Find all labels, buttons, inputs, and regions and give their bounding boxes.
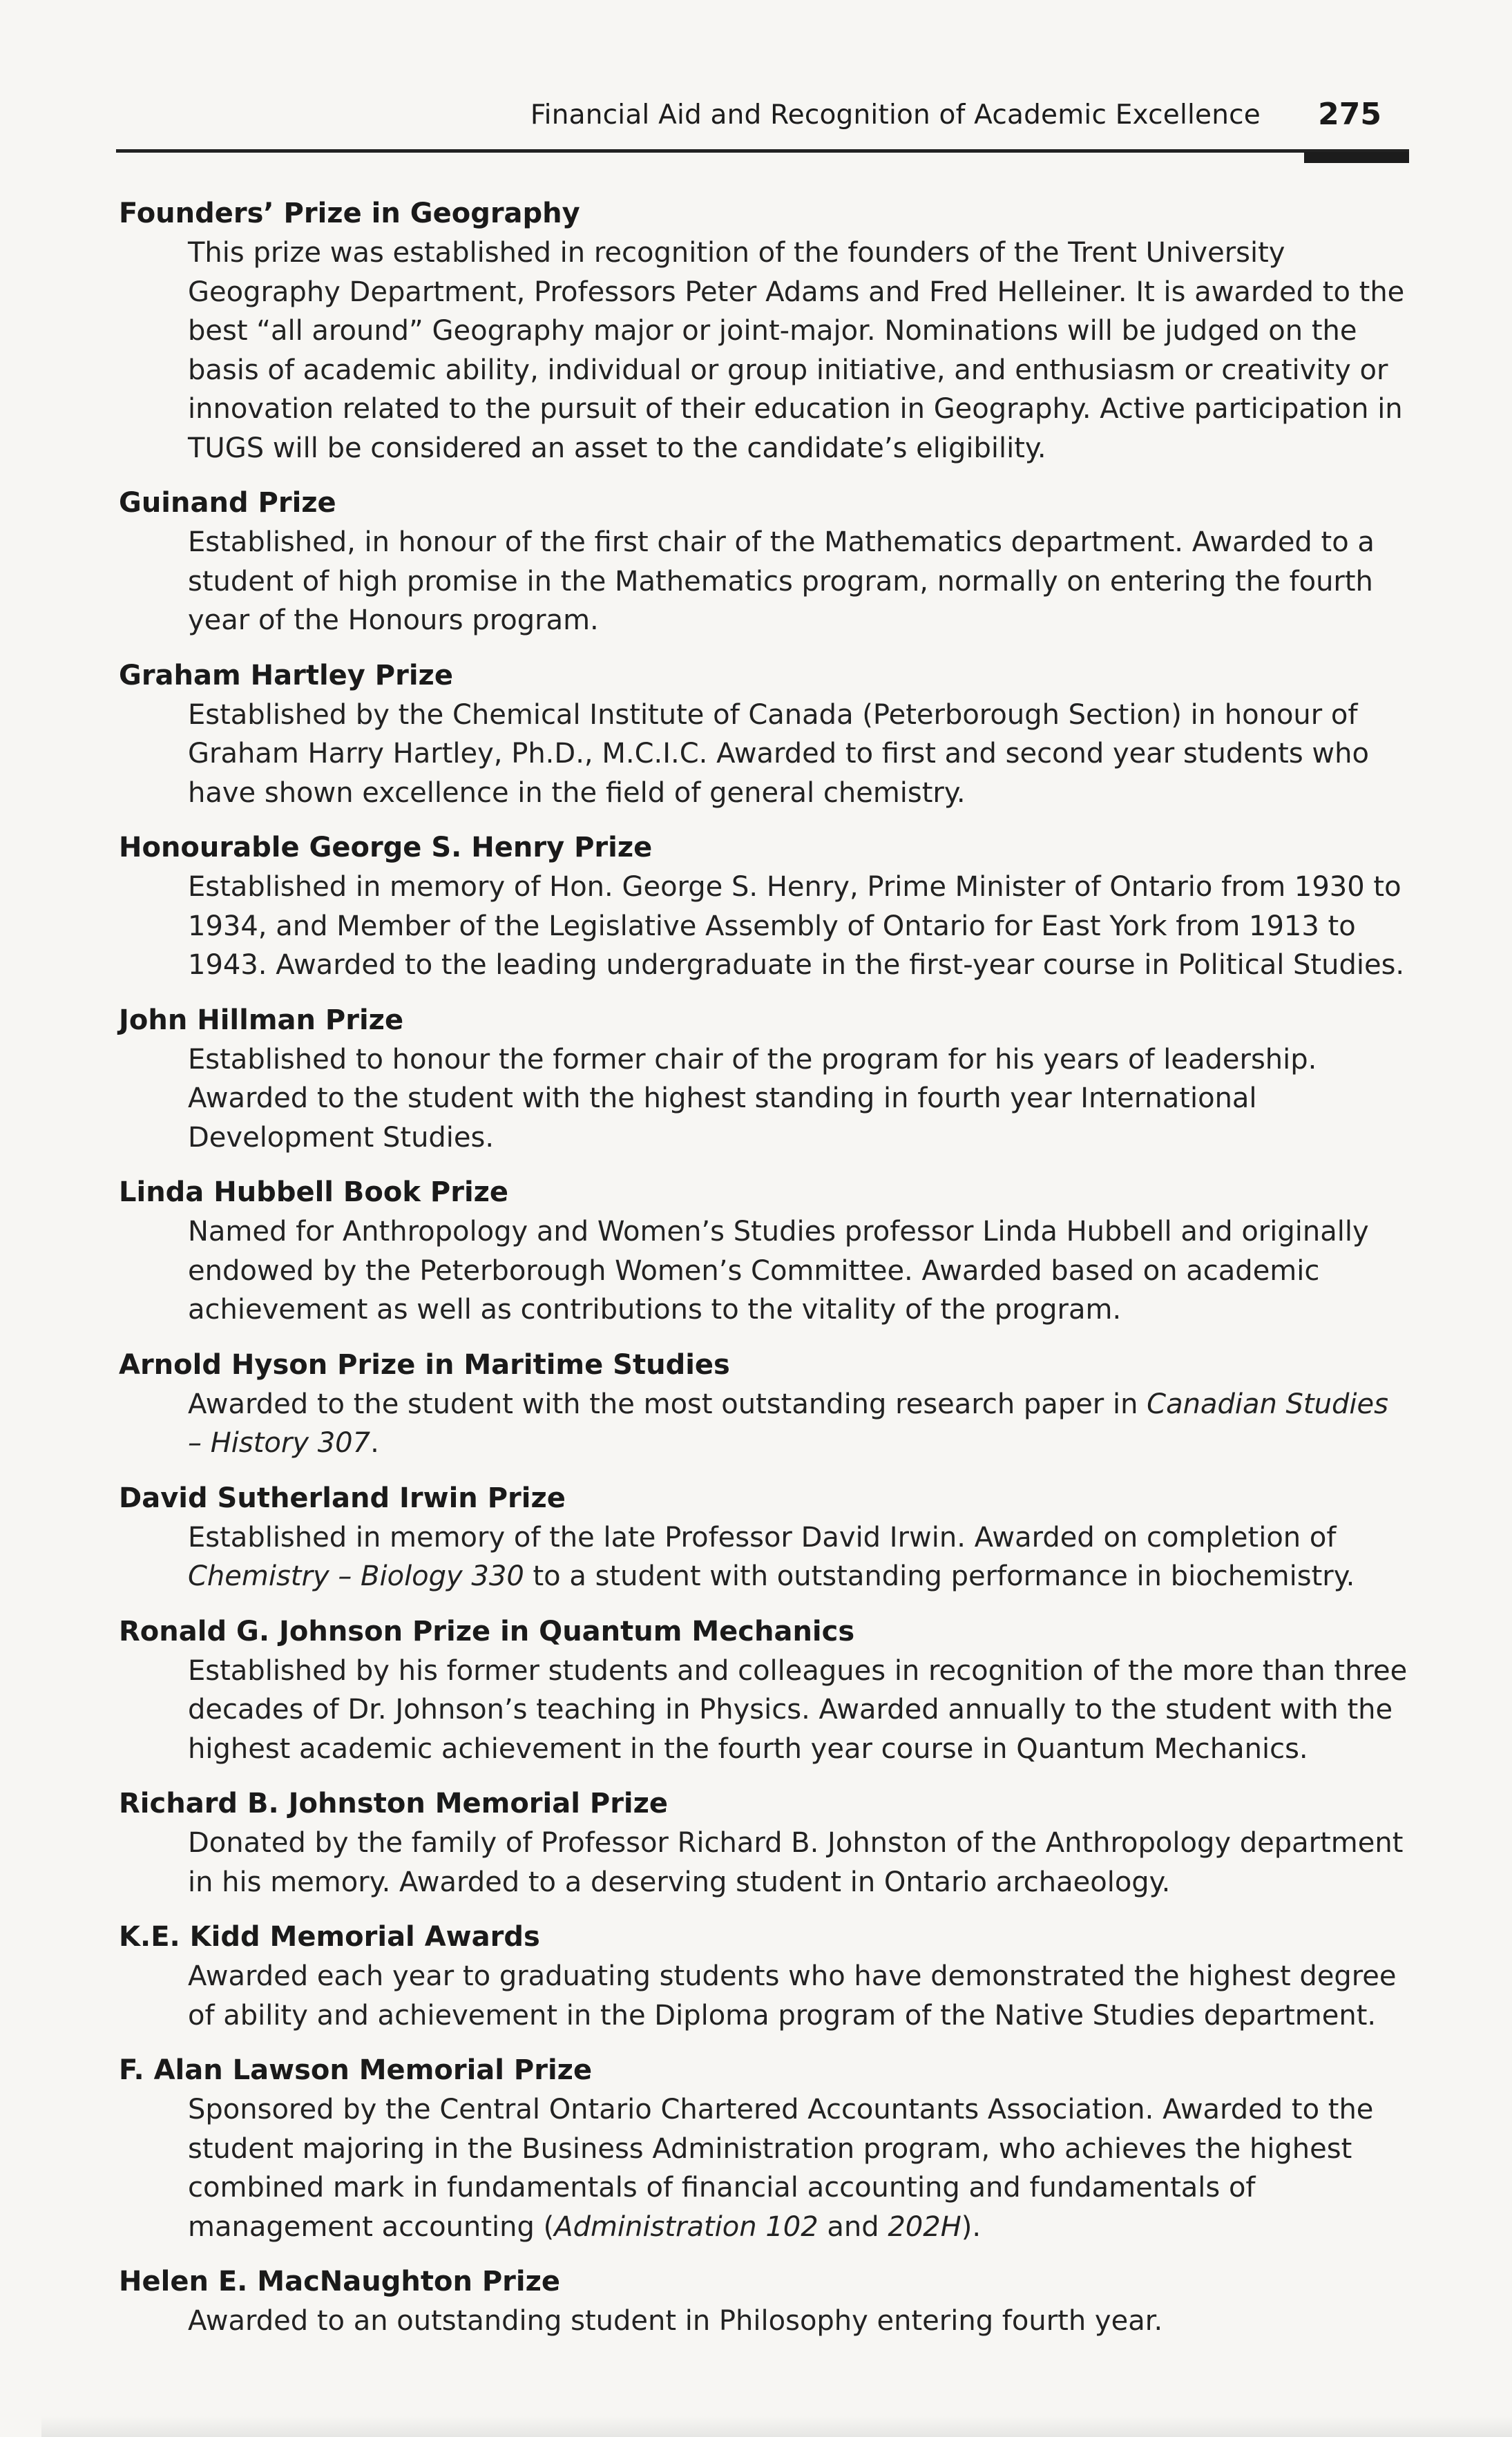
prize-entry [119,1784,1410,1902]
prize-title: Richard B. Johnston Memorial Prize [119,1788,669,1819]
prize-description-text: ). [961,2210,982,2243]
prize-description: Established, in honour of the first chair of the Mathematics department. Awarded to a student of high promise in the Mathematics program, normally on entering the fourth year of the Honours program. [188,526,1375,636]
course-name: Chemistry – Biology 330 [188,1560,524,1592]
prize-entry [119,1345,1410,1463]
prize-entry [119,656,1410,813]
header-rule [116,149,1409,153]
prize-list [119,193,1410,2356]
prize-description: Named for Anthropology and Women’s Studies professor Linda Hubbell and originally endowed by the Peterborough Women’s Committee. Awarded based on academic achievement as well as contributions to the vitality of the program. [188,1216,1369,1326]
prize-description: Established to honour the former chair of the program for his years of leadership. Awarded to the student with the highest standing in fourth year International Development Studies. [188,1043,1317,1154]
prize-title: Arnold Hyson Prize in Maritime Studies [119,1348,730,1381]
prize-entry [119,1000,1410,1158]
prize-description: Established by the Chemical Institute of Canada (Peterborough Section) in honour of Graham Harry Hartley, Ph.D., M.C.I.C. Awarded to first and second year students who have shown excellence in the field of general chemistry. [188,698,1369,809]
course-name: Administration 102 [554,2210,819,2243]
prize-title: Guinand Prize [119,487,336,519]
prize-title: Graham Hartley Prize [119,659,453,691]
prize-description-text: Established in memory of the late Professor David Irwin. Awarded on completion of [188,1521,1337,1554]
prize-title: K.E. Kidd Memorial Awards [119,1921,540,1953]
prize-description-text: to a student with outstanding performance in biochemistry. [524,1560,1355,1592]
course-name: 202H [888,2210,961,2243]
running-header-title: Financial Aid and Recognition of Academic Excellence [530,99,1261,131]
page-bottom-edge [41,2416,1512,2437]
prize-entry [119,193,1410,468]
prize-title: Honourable George S. Henry Prize [119,832,653,863]
prize-entry [119,2262,1410,2341]
prize-description: Awarded to an outstanding student in Philosophy entering fourth year. [188,2305,1163,2337]
prize-entry [119,1172,1410,1330]
prize-description: Established in memory of Hon. George S. Henry, Prime Minister of Ontario from 1930 to 1934, and Member of the Legislative Assembly of Ontario for East York from 1913 to 1943. Awarded to the leading undergraduate in the first-year course in Political Studies. [188,871,1405,981]
prize-title: Founders’ Prize in Geography [119,198,580,229]
prize-description [188,1385,1410,1463]
prize-description-text: . [370,1427,379,1459]
prize-description: Awarded each year to graduating students who have demonstrated the highest degree of ability and achievement in the Diploma program of the Native Studies department. [188,1960,1397,2032]
prize-description-text: and [818,2210,888,2243]
prize-description: This prize was established in recognition of the founders of the Trent University Geography Department, Professors Peter Adams and Fred Helleiner. It is awarded to the best “all around” Geography major or joint-major. Nominations will be judged on the basis of academic ability, individual or group initiative, and enthusiasm or creativity or innovation related to the pursuit of their education in Geography. Active participation in TUGS will be considered an asset to the candidate’s eligibility. [188,237,1405,464]
prize-entry [119,483,1410,640]
prize-entry [119,1917,1410,2035]
prize-title: Ronald G. Johnson Prize in Quantum Mechanics [119,1615,855,1647]
prize-description-text: Sponsored by the Central Ontario Chartered Accountants Association. Awarded to the student majoring in the Business Administration program, who achieves the highest combined mark in fundamentals of financial accounting and fundamentals of management accounting ( [188,2094,1374,2243]
page-number: 275 [1318,97,1381,132]
prize-title: John Hillman Prize [119,1004,404,1036]
prize-description: Donated by the family of Professor Richard B. Johnston of the Anthropology department in his memory. Awarded to a deserving student in Ontario archaeology. [188,1827,1404,1898]
prize-entry [119,1478,1410,1596]
course-name: Canadian Studies – History 307 [188,1388,1388,1459]
prize-title: Helen E. MacNaughton Prize [119,2266,561,2297]
prize-description-text: Awarded to the student with the most outstanding research paper in [188,1388,1147,1420]
header-thumb-tab [1304,152,1409,163]
prize-entry [119,2050,1410,2246]
prize-description [188,1518,1410,1596]
prize-title: Linda Hubbell Book Prize [119,1176,509,1208]
prize-description: Established by his former students and colleagues in recognition of the more than three decades of Dr. Johnson’s teaching in Physics. Awarded annually to the student with the highest academic achievement in the fourth year course in Quantum Mechanics. [188,1654,1408,1765]
prize-description [188,2090,1410,2246]
prize-entry [119,828,1410,985]
running-header [116,95,1409,151]
prize-entry [119,1612,1410,1769]
prize-title: F. Alan Lawson Memorial Prize [119,2054,593,2086]
prize-title: David Sutherland Irwin Prize [119,1482,566,1514]
